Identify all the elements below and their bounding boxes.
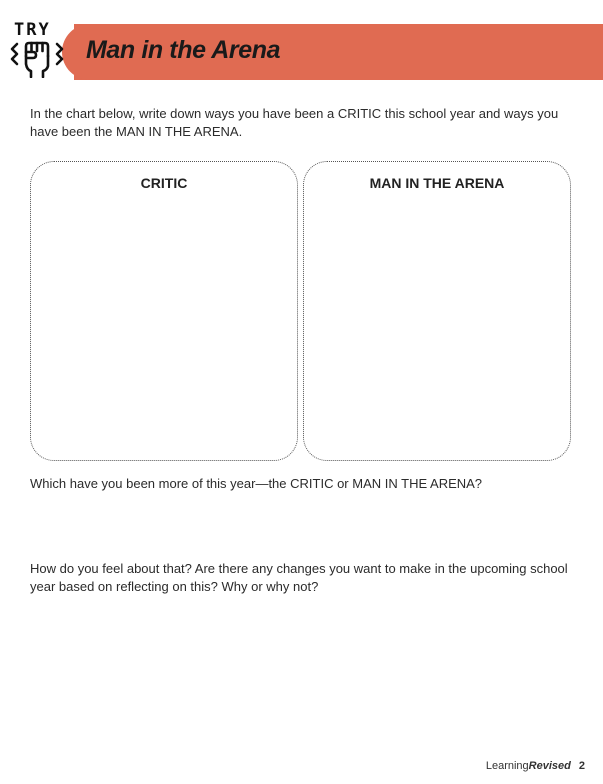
critic-box[interactable] xyxy=(30,161,298,461)
question-1: Which have you been more of this year—the CRITIC or MAN IN THE ARENA? xyxy=(30,476,483,491)
intro-text: In the chart below, write down ways you have been a CRITIC this school year and ways you have been the MAN IN THE ARENA. xyxy=(30,106,559,139)
critic-column-header: CRITIC xyxy=(140,175,188,191)
try-label: TRY xyxy=(14,20,51,40)
page-number: 2 xyxy=(578,760,585,772)
footer xyxy=(486,759,585,773)
footer-brand-bold: Revised xyxy=(528,760,571,772)
arena-column-header: MAN IN THE ARENA xyxy=(369,175,505,191)
arena-box[interactable] xyxy=(303,161,571,461)
question-2: How do you feel about that? Are there any changes you want to make in the upcoming school year based on reflecting on this? Why or why not? xyxy=(30,561,568,594)
fist-icon xyxy=(9,40,67,78)
page-title: Man in the Arena xyxy=(86,36,281,64)
footer-brand-regular: Learning xyxy=(485,760,529,772)
